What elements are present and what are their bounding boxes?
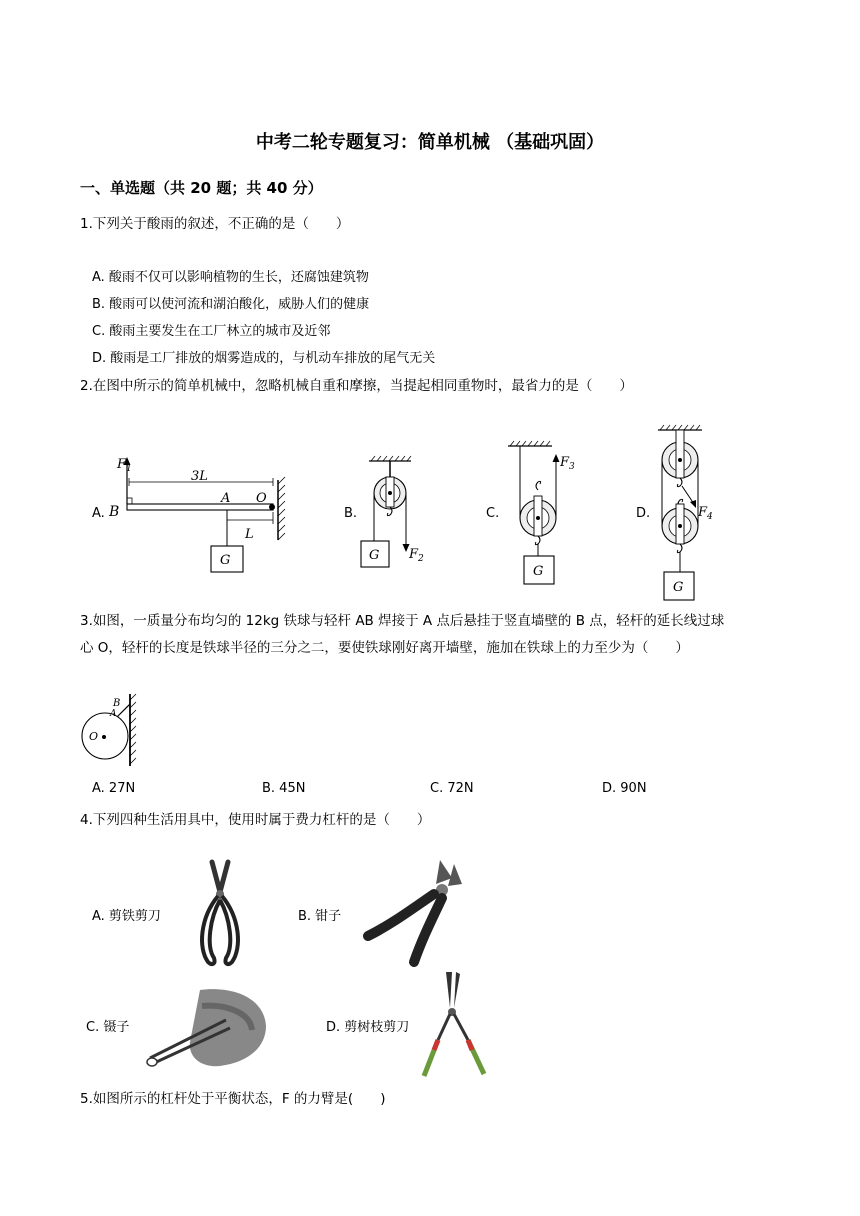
point-o-label: O	[256, 491, 267, 506]
q1-stem: 1.下列关于酸雨的叙述，不正确的是（ ）	[80, 216, 350, 232]
q2-stem: 2.在图中所示的简单机械中，忽略机械自重和摩擦，当提起相同重物时，最省力的是（ ）	[80, 378, 633, 394]
svg-text:A: A	[110, 709, 117, 719]
svg-text:G: G	[533, 564, 544, 579]
length-l-label: L	[245, 527, 254, 542]
q1-option-c: C. 酸雨主要发生在工厂林立的城市及近邻	[92, 324, 331, 339]
pruning-shears-image	[412, 968, 492, 1080]
q2-figure-b-fixed-pulley	[355, 455, 435, 575]
force-f2-label: $F_2$	[409, 547, 424, 564]
q4-option-c: C. 镊子	[86, 1020, 130, 1035]
q3-option-c: C. 72N	[430, 781, 474, 796]
force-f3-label: $F_3$	[560, 455, 575, 472]
point-a-label: A	[221, 491, 231, 506]
q3-option-d: D. 90N	[602, 781, 647, 796]
svg-text:G: G	[369, 548, 380, 563]
q4-option-d: D. 剪树枝剪刀	[326, 1020, 410, 1035]
svg-text:B: B	[113, 698, 121, 709]
q2-figure-c-movable-pulley	[500, 438, 590, 590]
force-f1-label: $F_1$	[117, 457, 132, 474]
lever-bar	[127, 504, 273, 510]
q3-option-b: B. 45N	[262, 781, 306, 796]
q1-option-b: B. 酸雨可以使河流和湖泊酸化，威胁人们的健康	[92, 297, 370, 312]
q3-stem-line1: 3.如图，一质量分布均匀的 12kg 铁球与轻杆 AB 焊接于 A 点后悬挂于竖直墙壁的 B 点，轻杆的延长线过球	[80, 613, 725, 629]
weight-g-label: G	[220, 553, 231, 568]
force-f4-label: $F_4$	[698, 505, 713, 522]
length-3l-label: 3L	[191, 469, 208, 484]
q1-option-a: A. 酸雨不仅可以影响植物的生长，还腐蚀建筑物	[92, 270, 369, 285]
tweezers-image	[140, 986, 268, 1070]
section-heading: 一、单选题（共 20 题；共 40 分）	[80, 179, 323, 197]
q2-figure-a-lever	[105, 450, 295, 580]
q2-option-b-letter: B.	[344, 506, 358, 521]
page-title: 中考二轮专题复习：简单机械 （基础巩固）	[255, 132, 605, 153]
q5-stem: 5.如图所示的杠杆处于平衡状态，F 的力臂是( )	[80, 1091, 386, 1107]
q3-option-a: A. 27N	[92, 781, 136, 796]
pivot-o	[269, 504, 275, 510]
svg-text:O: O	[89, 730, 99, 743]
q3-figure-ball-wall	[80, 690, 140, 770]
pliers-image	[362, 854, 472, 969]
q2-option-c-letter: C.	[486, 506, 500, 521]
svg-text:G: G	[673, 580, 684, 595]
q2-option-a-letter: A.	[92, 506, 105, 521]
q4-option-b: B. 钳子	[298, 909, 342, 924]
q4-option-a: A. 剪铁剪刀	[92, 909, 161, 924]
q4-stem: 4.下列四种生活用具中，使用时属于费力杠杆的是（ ）	[80, 812, 431, 828]
iron-shears-image	[190, 858, 250, 970]
q3-stem-line2: 心 O，轻杆的长度是铁球半径的三分之二，要使铁球刚好离开墙壁，施加在铁球上的力至少为（ ）	[80, 640, 689, 656]
point-b-label: B	[109, 504, 120, 520]
q1-option-d: D. 酸雨是工厂排放的烟雾造成的，与机动车排放的尾气无关	[92, 351, 436, 366]
q2-option-d-letter: D.	[636, 506, 651, 521]
q2-figure-d-pulley-block	[650, 424, 730, 604]
